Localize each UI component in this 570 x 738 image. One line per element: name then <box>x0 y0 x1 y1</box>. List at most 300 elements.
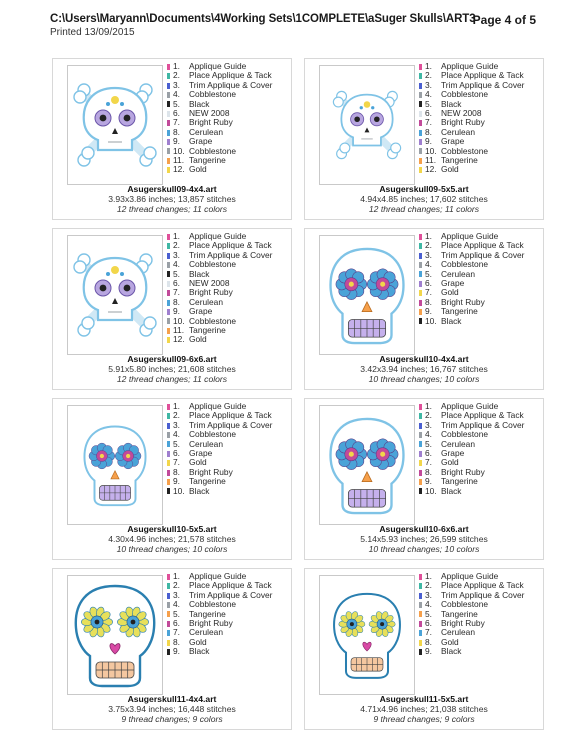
color-number: 2. <box>425 70 432 81</box>
color-label: Cerulean <box>441 126 475 137</box>
design-file-name: Asugerskull09-4x4.art <box>127 184 217 194</box>
color-list-item <box>167 440 272 449</box>
color-number: 8. <box>173 466 180 477</box>
color-label: Cobblestone <box>189 259 237 270</box>
color-swatch-icon <box>167 460 170 466</box>
color-label: Black <box>441 646 462 657</box>
design-file-name: Asugerskull10-4x4.art <box>379 354 469 364</box>
color-number: 5. <box>173 608 180 619</box>
design-dimensions: 3.75x3.94 inches; 16,448 stitches <box>108 704 236 715</box>
color-swatch-icon <box>419 92 422 98</box>
color-number: 11. <box>173 325 185 336</box>
color-number: 11. <box>425 155 437 166</box>
color-label: Bright Ruby <box>189 117 233 128</box>
color-list-item <box>167 638 272 647</box>
color-number: 1. <box>173 571 180 581</box>
color-swatch-icon <box>419 120 422 126</box>
design-dimensions: 4.94x4.85 inches; 17,602 stitches <box>360 194 488 205</box>
printed-date: Printed 13/09/2015 <box>50 27 135 38</box>
color-label: Place Applique & Tack <box>441 240 524 251</box>
color-number: 4. <box>425 599 432 610</box>
color-list-item <box>419 165 524 174</box>
color-number: 3. <box>173 589 180 600</box>
color-label: Applique Guide <box>189 61 247 71</box>
color-list-item <box>419 279 524 288</box>
color-swatch-icon <box>167 640 170 646</box>
color-number: 5. <box>425 98 432 109</box>
color-label: Black <box>189 98 210 109</box>
color-swatch-icon <box>167 243 170 249</box>
color-number: 3. <box>425 419 432 430</box>
color-label: Cerulean <box>189 126 223 137</box>
color-swatch-icon <box>167 262 170 268</box>
color-label: Cerulean <box>189 627 223 638</box>
sugar-skull-image <box>68 236 162 354</box>
color-swatch-icon <box>419 234 422 240</box>
color-list-item <box>167 647 272 656</box>
color-label: Gold <box>189 334 207 345</box>
color-number: 4. <box>425 259 432 270</box>
color-number: 3. <box>173 419 180 430</box>
color-label: Cobblestone <box>441 259 489 270</box>
color-label: Applique Guide <box>189 571 247 581</box>
color-swatch-icon <box>167 83 170 89</box>
color-swatch-icon <box>167 432 170 438</box>
design-caption <box>305 694 543 725</box>
color-swatch-icon <box>167 621 170 627</box>
color-number: 3. <box>425 79 432 90</box>
color-swatch-icon <box>167 574 170 580</box>
color-swatch-icon <box>419 621 422 627</box>
color-label: Black <box>441 98 462 109</box>
color-number: 8. <box>173 126 180 137</box>
color-number: 8. <box>425 636 432 647</box>
color-number: 5. <box>425 438 432 449</box>
color-label: Applique Guide <box>441 231 499 241</box>
color-swatch-icon <box>419 83 422 89</box>
color-swatch-icon <box>419 640 422 646</box>
color-swatch-icon <box>419 290 422 296</box>
design-caption <box>53 694 291 725</box>
color-number: 4. <box>173 259 180 270</box>
color-number: 5. <box>173 268 180 279</box>
color-label: Black <box>189 268 210 279</box>
design-caption <box>53 524 291 555</box>
color-number: 8. <box>173 636 180 647</box>
color-label: Tangerine <box>189 155 226 166</box>
color-swatch-icon <box>419 139 422 145</box>
sugar-skull-image <box>68 576 162 694</box>
color-label: Cerulean <box>189 438 223 449</box>
color-label: Gold <box>189 457 207 468</box>
design-file-name: Asugerskull11-5x5.art <box>379 694 469 704</box>
color-label: NEW 2008 <box>189 278 230 289</box>
color-swatch-icon <box>167 148 170 154</box>
color-list-item <box>167 628 272 637</box>
color-number: 9. <box>173 476 180 487</box>
color-swatch-icon <box>419 479 422 485</box>
thread-changes: 12 thread changes; 11 colors <box>116 204 228 215</box>
color-swatch-icon <box>167 318 170 324</box>
color-label: Trim Applique & Cover <box>189 249 273 260</box>
color-swatch-icon <box>167 139 170 145</box>
color-swatch-icon <box>419 404 422 410</box>
color-swatch-icon <box>167 167 170 173</box>
color-swatch-icon <box>419 488 422 494</box>
color-swatch-icon <box>167 630 170 636</box>
color-swatch-icon <box>419 318 422 324</box>
color-label: Tangerine <box>189 476 226 487</box>
color-swatch-icon <box>419 574 422 580</box>
color-list-item <box>419 270 524 279</box>
color-label: Grape <box>441 136 465 147</box>
color-number: 10. <box>173 145 185 156</box>
color-number: 10. <box>425 485 437 496</box>
color-label: Cobblestone <box>189 429 237 440</box>
color-label: Grape <box>189 306 213 317</box>
design-card <box>304 398 544 560</box>
color-swatch-icon <box>167 423 170 429</box>
color-label: Gold <box>441 164 459 175</box>
color-number: 7. <box>425 287 432 298</box>
color-swatch-icon <box>167 451 170 457</box>
color-number: 4. <box>425 89 432 100</box>
color-swatch-icon <box>419 441 422 447</box>
design-file-name: Asugerskull09-5x5.art <box>379 184 469 194</box>
color-label: Trim Applique & Cover <box>189 589 273 600</box>
color-number: 10. <box>173 315 185 326</box>
color-label: Cobblestone <box>441 429 489 440</box>
color-swatch-icon <box>167 479 170 485</box>
design-thumbnail <box>319 405 415 525</box>
color-swatch-icon <box>167 234 170 240</box>
color-label: Bright Ruby <box>189 466 233 477</box>
color-list-item <box>167 335 272 344</box>
color-swatch-icon <box>167 253 170 259</box>
color-label: Gold <box>441 287 459 298</box>
design-dimensions: 3.93x3.86 inches; 13,857 stitches <box>108 194 236 205</box>
color-label: Trim Applique & Cover <box>189 419 273 430</box>
color-label: Place Applique & Tack <box>441 70 524 81</box>
sugar-skull-image <box>320 406 414 524</box>
design-caption <box>305 354 543 385</box>
color-swatch-icon <box>167 309 170 315</box>
color-number: 11. <box>173 155 185 166</box>
color-number: 6. <box>425 448 432 459</box>
color-list <box>419 232 524 326</box>
color-label: Black <box>189 646 210 657</box>
color-list <box>419 402 524 496</box>
color-number: 5. <box>425 268 432 279</box>
color-number: 9. <box>425 646 432 657</box>
color-label: Cerulean <box>441 438 475 449</box>
color-label: Cerulean <box>441 268 475 279</box>
color-list-item <box>419 90 524 99</box>
color-label: Bright Ruby <box>189 618 233 629</box>
color-number: 1. <box>173 401 180 411</box>
sugar-skull-image <box>68 66 162 184</box>
color-swatch-icon <box>167 328 170 334</box>
color-number: 2. <box>173 70 180 81</box>
color-swatch-icon <box>419 271 422 277</box>
color-label: Place Applique & Tack <box>189 580 272 591</box>
color-label: Gold <box>441 457 459 468</box>
color-label: Cobblestone <box>189 315 237 326</box>
color-swatch-icon <box>419 460 422 466</box>
color-number: 2. <box>425 240 432 251</box>
design-thumbnail <box>67 235 163 355</box>
color-label: Tangerine <box>189 325 226 336</box>
design-caption <box>305 524 543 555</box>
color-label: Tangerine <box>441 476 478 487</box>
sugar-skull-image <box>320 236 414 354</box>
color-label: Applique Guide <box>441 401 499 411</box>
color-number: 12. <box>173 334 185 345</box>
color-number: 2. <box>173 240 180 251</box>
color-list <box>167 62 272 175</box>
design-dimensions: 5.14x5.93 inches; 26,599 stitches <box>360 534 488 545</box>
color-number: 5. <box>425 608 432 619</box>
color-list-item <box>419 647 524 656</box>
design-caption <box>53 184 291 215</box>
color-swatch-icon <box>419 243 422 249</box>
color-label: Grape <box>189 136 213 147</box>
color-number: 4. <box>425 429 432 440</box>
color-number: 9. <box>173 306 180 317</box>
color-number: 3. <box>173 79 180 90</box>
color-list-item <box>167 90 272 99</box>
color-swatch-icon <box>419 64 422 70</box>
color-label: Black <box>441 485 462 496</box>
color-label: Trim Applique & Cover <box>441 79 525 90</box>
color-swatch-icon <box>419 130 422 136</box>
color-swatch-icon <box>419 309 422 315</box>
design-card <box>52 58 292 220</box>
color-number: 6. <box>173 108 180 119</box>
color-number: 10. <box>173 485 185 496</box>
color-list-item <box>419 628 524 637</box>
color-swatch-icon <box>419 253 422 259</box>
design-file-name: Asugerskull09-6x6.art <box>127 354 217 364</box>
color-number: 7. <box>173 627 180 638</box>
design-card <box>52 228 292 390</box>
color-swatch-icon <box>167 281 170 287</box>
color-number: 6. <box>173 448 180 459</box>
color-label: Place Applique & Tack <box>441 580 524 591</box>
color-swatch-icon <box>419 611 422 617</box>
color-label: Bright Ruby <box>189 287 233 298</box>
color-number: 1. <box>425 231 432 241</box>
color-swatch-icon <box>167 602 170 608</box>
design-card <box>52 398 292 560</box>
color-label: Black <box>441 315 462 326</box>
thread-changes: 10 thread changes; 10 colors <box>116 544 228 555</box>
color-swatch-icon <box>167 441 170 447</box>
color-swatch-icon <box>419 281 422 287</box>
color-number: 10. <box>425 145 437 156</box>
design-thumbnail <box>67 405 163 525</box>
color-label: NEW 2008 <box>441 108 482 119</box>
color-swatch-icon <box>167 488 170 494</box>
color-swatch-icon <box>167 158 170 164</box>
color-label: NEW 2008 <box>189 108 230 119</box>
color-number: 3. <box>425 589 432 600</box>
color-number: 2. <box>173 580 180 591</box>
design-thumbnail <box>319 65 415 185</box>
color-label: Cerulean <box>189 296 223 307</box>
color-label: Applique Guide <box>441 61 499 71</box>
color-number: 7. <box>425 457 432 468</box>
color-list-item <box>419 440 524 449</box>
color-swatch-icon <box>419 158 422 164</box>
color-label: Tangerine <box>441 155 478 166</box>
color-label: Bright Ruby <box>441 466 485 477</box>
color-label: Cobblestone <box>189 599 237 610</box>
color-list-item <box>167 298 272 307</box>
color-swatch-icon <box>167 73 170 79</box>
design-dimensions: 4.30x4.96 inches; 21,578 stitches <box>108 534 236 545</box>
color-number: 1. <box>425 571 432 581</box>
color-label: Place Applique & Tack <box>189 70 272 81</box>
color-number: 10. <box>425 315 437 326</box>
color-number: 3. <box>173 249 180 260</box>
color-label: Tangerine <box>441 608 478 619</box>
color-swatch-icon <box>167 337 170 343</box>
color-swatch-icon <box>419 432 422 438</box>
color-number: 2. <box>425 410 432 421</box>
color-number: 4. <box>173 429 180 440</box>
thread-changes: 12 thread changes; 11 colors <box>368 204 480 215</box>
color-label: Cobblestone <box>441 89 489 100</box>
color-swatch-icon <box>419 300 422 306</box>
design-file-name: Asugerskull10-6x6.art <box>379 524 469 534</box>
color-label: Grape <box>441 278 465 289</box>
color-list <box>167 402 272 496</box>
design-thumbnail <box>319 235 415 355</box>
file-path: C:\Users\Maryann\Documents\4Working Sets\1COMPLETE\aSuger Skulls\ART3 <box>50 13 476 25</box>
color-list-item <box>167 128 272 137</box>
color-number: 6. <box>173 278 180 289</box>
design-card <box>304 228 544 390</box>
thread-changes: 9 thread changes; 9 colors <box>373 714 475 725</box>
color-swatch-icon <box>167 130 170 136</box>
color-number: 2. <box>173 410 180 421</box>
color-number: 12. <box>425 164 437 175</box>
color-number: 1. <box>425 61 432 71</box>
color-number: 8. <box>425 126 432 137</box>
sugar-skull-image <box>68 406 162 524</box>
page-number: Page 4 of 5 <box>472 13 536 27</box>
color-swatch-icon <box>419 423 422 429</box>
color-label: Trim Applique & Cover <box>441 249 525 260</box>
color-number: 9. <box>173 646 180 657</box>
color-swatch-icon <box>167 92 170 98</box>
color-list-item <box>419 638 524 647</box>
color-swatch-icon <box>167 111 170 117</box>
design-card <box>52 568 292 730</box>
color-number: 7. <box>173 457 180 468</box>
color-list-item <box>419 317 524 326</box>
color-number: 8. <box>425 296 432 307</box>
color-number: 12. <box>173 164 185 175</box>
color-label: Cobblestone <box>441 599 489 610</box>
color-swatch-icon <box>419 470 422 476</box>
color-number: 2. <box>425 580 432 591</box>
design-thumbnail <box>67 575 163 695</box>
color-number: 7. <box>425 627 432 638</box>
color-label: Applique Guide <box>189 231 247 241</box>
color-label: Bright Ruby <box>441 618 485 629</box>
color-swatch-icon <box>419 101 422 107</box>
color-label: Cobblestone <box>441 145 489 156</box>
color-swatch-icon <box>419 583 422 589</box>
color-list-item <box>419 128 524 137</box>
design-thumbnail <box>319 575 415 695</box>
color-number: 4. <box>173 599 180 610</box>
color-label: Cobblestone <box>189 145 237 156</box>
color-swatch-icon <box>419 593 422 599</box>
color-number: 5. <box>173 438 180 449</box>
color-label: Grape <box>189 448 213 459</box>
color-list <box>419 62 524 175</box>
color-list-item <box>419 487 524 496</box>
color-swatch-icon <box>167 290 170 296</box>
color-list-item <box>167 449 272 458</box>
color-swatch-icon <box>419 602 422 608</box>
design-file-name: Asugerskull10-5x5.art <box>127 524 217 534</box>
color-swatch-icon <box>167 120 170 126</box>
design-card <box>304 58 544 220</box>
color-swatch-icon <box>419 167 422 173</box>
color-swatch-icon <box>167 404 170 410</box>
color-number: 1. <box>425 401 432 411</box>
design-file-name: Asugerskull11-4x4.art <box>127 694 217 704</box>
color-list-item <box>419 449 524 458</box>
color-label: Trim Applique & Cover <box>189 79 273 90</box>
color-swatch-icon <box>419 649 422 655</box>
color-number: 9. <box>425 136 432 147</box>
color-swatch-icon <box>167 101 170 107</box>
color-swatch-icon <box>167 649 170 655</box>
color-swatch-icon <box>167 413 170 419</box>
thread-changes: 9 thread changes; 9 colors <box>121 714 223 725</box>
color-number: 6. <box>173 618 180 629</box>
color-number: 1. <box>173 231 180 241</box>
color-number: 6. <box>425 108 432 119</box>
color-number: 5. <box>173 98 180 109</box>
color-number: 6. <box>425 618 432 629</box>
color-swatch-icon <box>419 262 422 268</box>
color-number: 9. <box>425 306 432 317</box>
color-swatch-icon <box>419 630 422 636</box>
design-caption <box>53 354 291 385</box>
thread-changes: 10 thread changes; 10 colors <box>368 374 480 385</box>
color-label: Place Applique & Tack <box>189 240 272 251</box>
color-label: Cerulean <box>441 627 475 638</box>
color-swatch-icon <box>419 413 422 419</box>
color-label: Place Applique & Tack <box>441 410 524 421</box>
color-swatch-icon <box>167 470 170 476</box>
color-label: Trim Applique & Cover <box>441 419 525 430</box>
color-label: Black <box>189 485 210 496</box>
color-swatch-icon <box>167 64 170 70</box>
design-dimensions: 3.42x3.94 inches; 16,767 stitches <box>360 364 488 375</box>
color-list <box>419 572 524 657</box>
color-number: 7. <box>425 117 432 128</box>
color-list-item <box>167 260 272 269</box>
color-label: Cobblestone <box>189 89 237 100</box>
color-number: 8. <box>425 466 432 477</box>
